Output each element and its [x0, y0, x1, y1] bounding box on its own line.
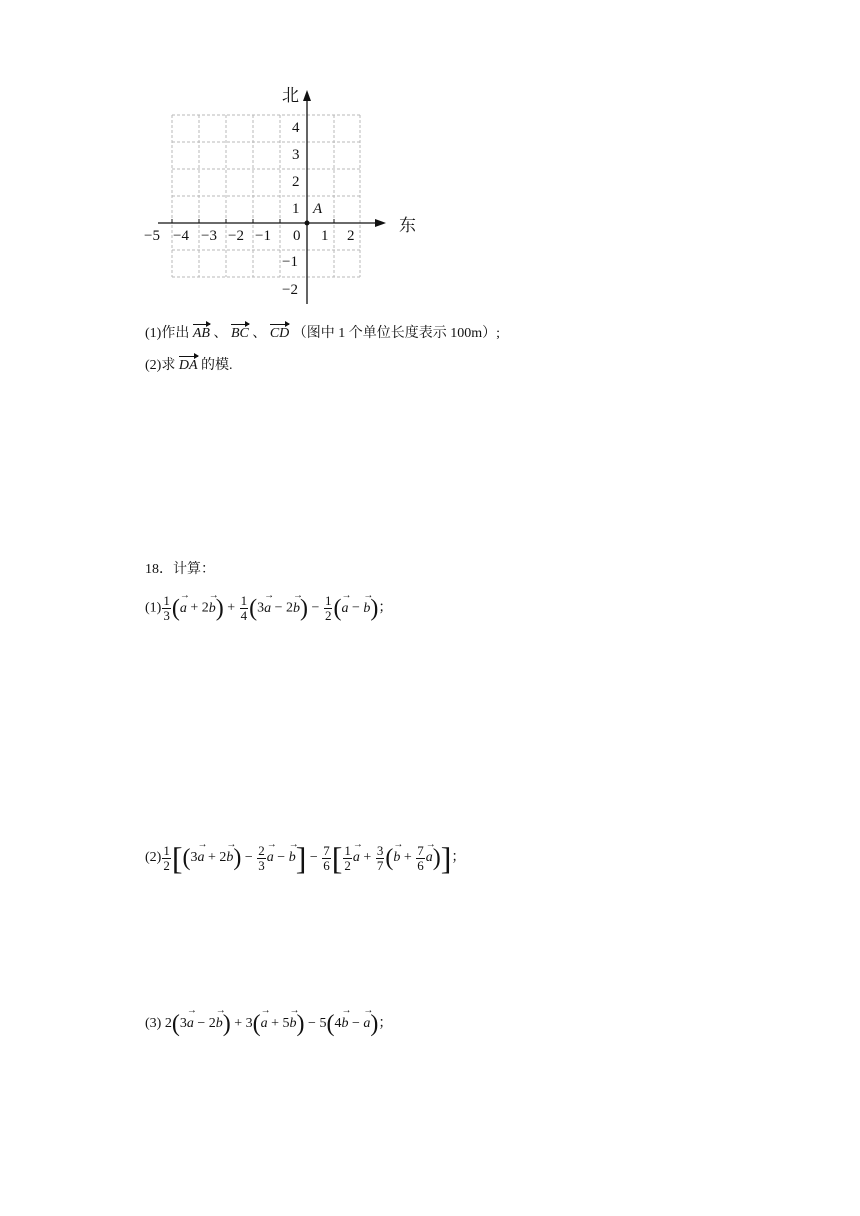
x-tick-label: −4 [173, 228, 189, 244]
x-tick-label: 2 [347, 228, 355, 244]
x-tick-label: −5 [144, 228, 160, 244]
q17-part1 [145, 322, 500, 342]
y-tick-label: 2 [292, 174, 300, 190]
end-mark: ； [378, 600, 393, 616]
q18-part3-label: (3) [145, 1016, 162, 1032]
x-tick-label: 1 [321, 228, 329, 244]
y-tick-label: 1 [292, 201, 300, 217]
north-label: 北 [282, 86, 299, 105]
point-a-label: A [313, 201, 323, 217]
vector-ab: AB [192, 326, 210, 341]
point-a-dot [305, 221, 310, 226]
end-mark: ； [451, 850, 466, 866]
q17-part2-suffix: 的模. [201, 358, 233, 373]
q18-part3-expression: (3) 2(3a → − 2b →) + 3(a → + 5b →) − 5(4b → − a →)； [145, 1012, 392, 1036]
x-tick-label: 0 [293, 228, 301, 244]
vector-cd: CD [269, 326, 290, 341]
q17-part1-suffix: （图中 1 个单位长度表示 100m）; [292, 326, 501, 341]
x-tick-label: −2 [228, 228, 244, 244]
grid-lines [172, 115, 360, 277]
vector-da: DA [178, 358, 198, 373]
q18-heading: 18．计算： [145, 562, 215, 577]
q18-part2-expression: (2) $\frac{1}{2}$ [(3a → + 2b →) − $\frac{2}{3}$ a → − b →] − $\frac{7}{6}$ [ $\frac{1}{2}$ a → + $\frac{3}{7}$ (b → + $\frac{7}{6}$ a →)]； [145, 842, 465, 874]
coordinate-grid-figure [140, 80, 430, 310]
q17-part2 [145, 354, 233, 374]
q17-part2-prefix: (2)求 [145, 358, 176, 373]
q18-part1-expression: (1) $\frac{1}{3}$ (a → + 2b →) + $\frac{1}{4}$ (3a → − 2b →) − $\frac{1}{2}$ (a → − b →)； [145, 594, 392, 623]
end-mark: ； [378, 1016, 393, 1032]
y-tick-label: −2 [282, 282, 298, 298]
x-axis-arrow [375, 219, 386, 227]
y-tick-label: 4 [292, 120, 300, 136]
q18-part1-label: (1) [145, 600, 162, 616]
x-tick-label: −1 [255, 228, 271, 244]
q18-part2-label: (2) [145, 850, 162, 866]
separator: 、 [213, 326, 228, 341]
vector-bc: BC [230, 326, 249, 341]
separator: 、 [252, 326, 267, 341]
east-label: 东 [399, 216, 416, 235]
q17-part1-prefix: (1)作出 [145, 326, 190, 341]
y-tick-label: −1 [282, 254, 298, 270]
y-axis-arrow [303, 90, 311, 101]
y-tick-label: 3 [292, 147, 300, 163]
x-tick-label: −3 [201, 228, 217, 244]
